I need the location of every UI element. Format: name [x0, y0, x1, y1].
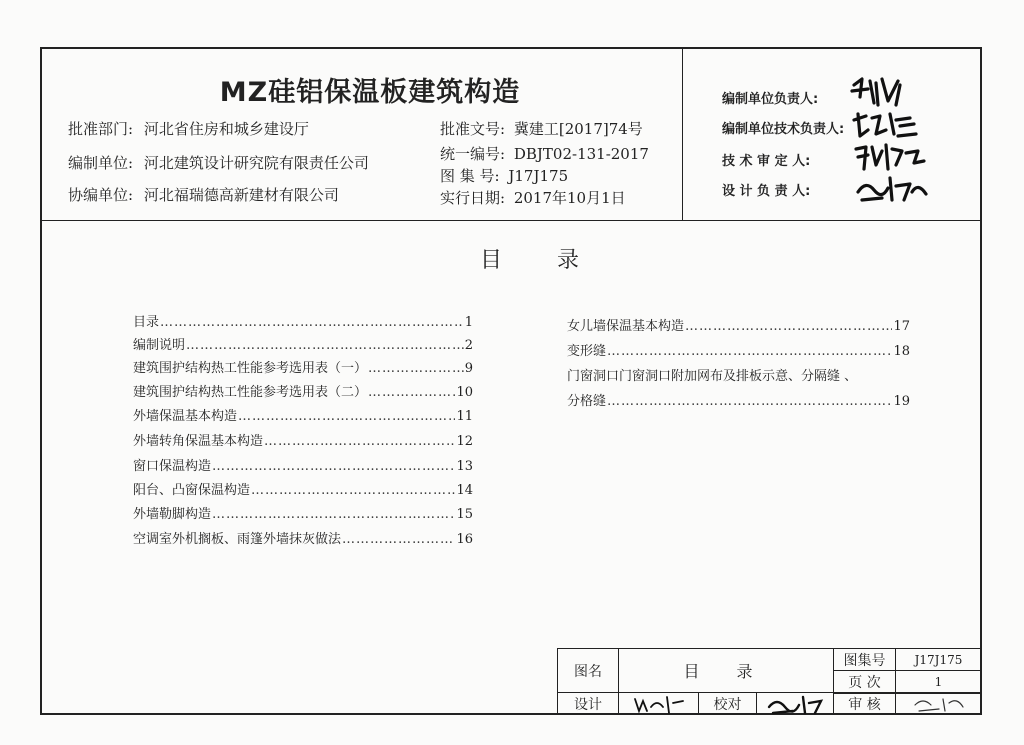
- toc-item-page: 18: [893, 344, 910, 359]
- effective-date-row: [440, 187, 626, 208]
- unified-no-value: DBJT02-131-2017: [513, 145, 649, 163]
- document-title: MZ硅铝保温板建筑构造: [219, 77, 521, 108]
- header-divider: [40, 220, 982, 221]
- toc-item[interactable]: [567, 390, 910, 409]
- atlas-no-label: 图 集 号:: [440, 167, 500, 185]
- toc-item[interactable]: [567, 315, 910, 334]
- title-block: [557, 648, 982, 715]
- toc-item[interactable]: [133, 334, 473, 353]
- toc-item-page: 12: [456, 434, 473, 449]
- toc-item-label: 变形缝: [567, 344, 607, 359]
- check-label: 校对: [698, 692, 757, 715]
- toc-item-page: 1: [464, 315, 473, 330]
- signature-2: [850, 108, 940, 142]
- design-signature-cell: [618, 692, 699, 715]
- toc-item-page: 14: [456, 483, 473, 498]
- co-compiler-label: 协编单位:: [68, 186, 134, 204]
- page-label: 页 次: [833, 670, 896, 694]
- atlas-no-row: [440, 165, 568, 186]
- toc-item-page: 13: [456, 459, 473, 474]
- toc-item-page: 9: [464, 361, 473, 376]
- toc-item[interactable]: [133, 405, 473, 424]
- signature-1: [848, 75, 938, 109]
- toc-item[interactable]: [133, 503, 473, 522]
- toc-item-label: 窗口保温构造: [133, 459, 212, 474]
- responsible-label-1: 编制单位负责人:: [722, 92, 819, 107]
- toc-item[interactable]: [133, 430, 473, 449]
- atlas-no-value: J17J175: [508, 167, 569, 185]
- approval-no-label: 批准文号:: [440, 120, 506, 138]
- compiler-label: 编制单位:: [68, 154, 134, 172]
- toc-item-page: 2: [464, 338, 473, 353]
- toc-item[interactable]: [133, 455, 473, 474]
- toc-item[interactable]: [133, 357, 473, 376]
- toc-item-label: 编制说明: [133, 338, 186, 353]
- toc-item-label: 建筑围护结构热工性能参考选用表（一）: [133, 361, 368, 376]
- design-label: 设计: [557, 692, 619, 715]
- approval-dept-row: [68, 118, 309, 139]
- toc-item[interactable]: [567, 340, 910, 359]
- responsible-label-4: 设 计 负 责 人:: [722, 184, 811, 199]
- toc-item[interactable]: [133, 311, 473, 330]
- toc-item[interactable]: [133, 528, 473, 547]
- toc-item-page: 16: [456, 532, 473, 547]
- toc-item-label: 空调室外机搁板、雨篷外墙抹灰做法: [133, 532, 342, 547]
- toc-item-page: 10: [456, 385, 473, 400]
- review-signature: [909, 693, 969, 715]
- toc-item-page: 11: [456, 409, 473, 424]
- toc-item-label: 外墙勒脚构造: [133, 507, 212, 522]
- drawing-name-label: 图名: [557, 648, 619, 693]
- approval-dept-value: 河北省住房和城乡建设厅: [143, 120, 309, 138]
- effective-date-label: 实行日期:: [440, 189, 506, 207]
- responsible-label-2: 编制单位技术负责人:: [722, 122, 845, 137]
- compiler-row: [68, 152, 369, 173]
- review-signature-cell: [895, 692, 982, 715]
- co-compiler-value: 河北福瑞德高新建材有限公司: [143, 186, 339, 204]
- toc-item-label: 外墙保温基本构造: [133, 409, 238, 424]
- responsible-label-3: 技 术 审 定 人:: [722, 154, 811, 169]
- toc-heading: 目 录: [480, 248, 603, 273]
- toc-item[interactable]: [133, 479, 473, 498]
- approval-dept-label: 批准部门:: [68, 120, 134, 138]
- toc-item-label: 阳台、凸窗保温构造: [133, 483, 251, 498]
- unified-no-row: [440, 143, 649, 164]
- toc-item[interactable]: [567, 365, 910, 384]
- approval-no-row: [440, 118, 643, 139]
- effective-date-value: 2017年10月1日: [513, 189, 626, 207]
- toc-item-label: 建筑围护结构热工性能参考选用表（二）: [133, 385, 368, 400]
- toc-item-label: 外墙转角保温基本构造: [133, 434, 264, 449]
- toc-item-label: 门窗洞口门窗洞口附加网布及排板示意、分隔缝 、: [567, 369, 858, 384]
- toc-item-page: 15: [456, 507, 473, 522]
- signature-4: [852, 172, 942, 206]
- toc-item-page: 19: [893, 394, 910, 409]
- review-label: 审 核: [833, 692, 896, 715]
- toc-item[interactable]: [133, 381, 473, 400]
- header-column-divider: [682, 47, 683, 221]
- drawing-name: 目 录: [618, 648, 834, 693]
- toc-item-label: 女儿墙保温基本构造: [567, 319, 685, 334]
- toc-item-label: 目录: [133, 315, 160, 330]
- toc-item-page: 17: [893, 319, 910, 334]
- signature-3: [852, 141, 942, 175]
- atlas-no-value: J17J175: [895, 648, 982, 671]
- co-compiler-row: [68, 184, 339, 205]
- toc-item-label: 分格缝: [567, 394, 607, 409]
- design-signature: [629, 693, 689, 715]
- compiler-value: 河北建筑设计研究院有限责任公司: [143, 154, 369, 172]
- check-signature-cell: [756, 692, 834, 715]
- approval-no-value: 冀建工[2017]74号: [513, 120, 643, 138]
- check-signature: [765, 693, 825, 715]
- page-value: 1: [895, 670, 982, 694]
- unified-no-label: 统一编号:: [440, 145, 506, 163]
- atlas-no-label: 图集号: [833, 648, 896, 671]
